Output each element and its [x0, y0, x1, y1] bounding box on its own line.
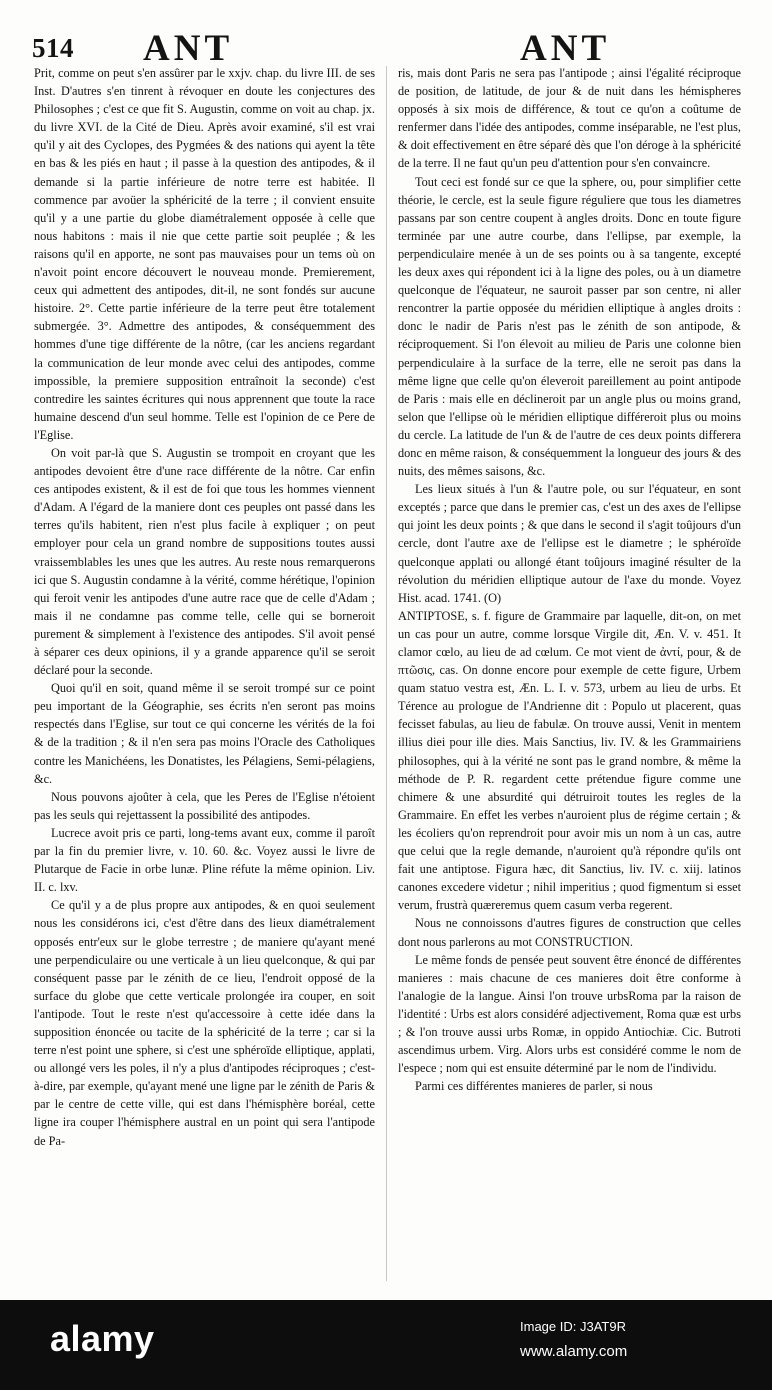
paragraph: ris, mais dont Paris ne sera pas l'antipode ; ainsi l'égalité réciproque de position, de latitude, de jour & de nuit dans les hémispheres opposés à six mois de différence, & tout ce qu'on a coûtume de renfermer dans l'idée des antipodes, comme inséparable, ne l'est plus, & doit effectivement en être séparé dès que l'on déroge à la sphéricité de la terre. Il ne faut qu'un peu d'attention pour s'en convaincre. [398, 66, 741, 171]
paragraph: Lucrece avoit pris ce parti, long-tems avant eux, comme il paroît par la fin du premier livre, v. 10. 60. &c. Voyez aussi le livre de Plutarque de Facie in orbe lunæ. Pline réfute la même opinion. Liv. II. c. lxv. [34, 825, 375, 895]
paragraph: Les lieux situés à l'un & l'autre pole, ou sur l'équateur, en sont exceptés ; parce que dans le premier cas, c'est un des axes de l'ellipse qui joint les deux points ; & que dans le second il s'agit toûjours d'un cercle, dont l'autre axe de l'ellipse est le diametre ; le sphéroïde quelconque applati ou allongé étant toûjours imaginé résulter de la révolution du méridien elliptique autour de l'axe du monde. Voyez Hist. acad. 1741. (O) [398, 482, 741, 605]
paragraph: Quoi qu'il en soit, quand même il se seroit trompé sur ce point peu important de la Géographie, ses écrits n'en seront pas moins respectés dans l'Eglise, sur tout ce qui concerne les vérités de la foi & de la tradition ; & il n'en sera pas moins l'Oracle des Catholiques contre les Manichéens, les Donatistes, les Pélagiens, Semi-pélagiens, &c. [34, 681, 375, 786]
column-divider [386, 66, 387, 1281]
paragraph: On voit par-là que S. Augustin se trompoit en croyant que les antipodes devoient être d'une race différente de la nôtre. Car enfin ces antipodes existent, & il est de foi que tous les hommes viennent d'Adam. A l'égard de la maniere dont ces peuples ont passé dans les terres qu'ils habitent, rien n'est plus facile à expliquer ; on peut employer pour cela un grand nombre de suppositions toutes aussi vraissemblables les unes que les autres. Au reste nous remarquerons ici que S. Augustin condamne à la vérité, comme hérétique, l'opinion qui feroit venir les antipodes d'une autre race que de celle d'Adam ; mais il ne condamne pas comme telle, celle qui se borneroit purement & simplement à l'existence des antipodes. S'il avoit pensé à séparer ces deux opinions, il y a grande apparence qu'il se seroit déclaré pour la seconde. [34, 445, 375, 678]
paragraph: Parmi ces différentes manieres de parler, si nous [415, 1079, 653, 1094]
entry-antiptose: ANTIPTOSE, s. f. figure de Grammaire par laquelle, dit-on, on met un cas pour un autre, comme lorsque Virgile dit, Æn. V. v. 451. It clamor cœlo, au lieu de ad cœlum. Ce mot vient de ἀντί, pour, & de πτῶσις, cas. On donne encore pour exemple de cette figure, Urbem quam statuo vestra est, Æn. L. I. v. 573, urbem au lieu de urbs. Et Térence au prologue de l'Andrienne dit : Populo ut placerent, quas fecisset fabulas, au lieu de fabulæ. On trouve aussi, Venit in mentem illius diei pour ille dies. Mais Sanctius, liv. IV. & les Grammairiens philosophes, qui à la vérité ne sont pas le grand nombre, & même la méthode de P. R. regardent cette prétendue figure comme une chimere & une absurdité qui détruiroit toutes les regles de la Grammaire. En effet les verbes n'auroient plus de régime certain ; & les écoliers qu'on reprendroit pour avoir mis un nom à un cas, autre que celui que la regle demande, n'auroient qu'à répondre qu'ils ont fait une antiptose. Figura hæc, dit Sanctius, liv. IV. c. xiij. latinos canones excedere videtur ; nihil imperitius ; quod figmentum si esset verum, frustrà quæreremus quem casum verba regerent. [398, 608, 741, 913]
paragraph: Nous pouvons ajoûter à cela, que les Peres de l'Eglise n'étoient pas les seuls qui rejettassent la possibilité des antipodes. [34, 789, 375, 822]
brand-logo: alamy [50, 1318, 155, 1359]
site-url: www.alamy.com [520, 1343, 628, 1360]
running-head-right: ANT [520, 28, 611, 69]
page-number: 514 [32, 33, 74, 63]
watermark-band [0, 1300, 772, 1390]
paragraph: Nous ne connoissons d'autres figures de construction que celles dont nous parlerons au mot CONSTRUCTION. [398, 916, 741, 949]
running-head-left: ANT [143, 28, 234, 69]
left-column [34, 64, 375, 1286]
right-column [398, 64, 741, 1286]
image-id: Image ID: J3AT9R [520, 1319, 626, 1334]
paragraph: Le même fonds de pensée peut souvent être énoncé de différentes manieres : mais chacune de ces manieres doit être conforme à l'analogie de la langue. Ainsi l'on trouve urbsRoma par la raison de l'identité : Urbs est alors considéré adjectivement, Roma quæ est urbs ; & l'on trouve aussi urbs Romæ, in oppido Antiochiæ. Cic. Butroti ascendimus urbem. Virg. Alors urbs est considéré comme le nom de l'espece ; nom qui est ensuite déterminé par le nom de l'individu. [398, 952, 741, 1076]
paragraph: Tout ceci est fondé sur ce que la sphere, ou, pour simplifier cette théorie, le cercle, est la seule figure réguliere que tous les diametres passans par son centre coupent à angles droits. Donc en toute figure terminée par une autre courbe, dans l'ellipse, par exemple, la perpendiculaire menée à un de ses points ou à sa tangente, excepté les deux axes qui répondent ici à la ligne des poles, ou à un diametre quelconque de l'équateur, ne sauroit passer par son centre, ni aller rencontrer la partie opposée du méridien elliptique à angles droits : donc le nadir de Paris n'est pas le zénith de son antipode, & réciproquement. Si l'on élevoit au milieu de Paris une colonne bien perpendiculaire à la surface de la terre, elle ne seroit pas dans la même ligne que celle qu'on éleveroit pareillement au point antipode de Paris : mais elle en déclineroit par un angle plus ou moins grand, selon que l'ellipse où le méridien elliptique différeroit plus ou moins du cercle. La latitude de l'un & de l'autre de ces deux points differera donc en même raison, & conséquemment la longueur des jours & des nuits, des mêmes saisons, &c. [398, 174, 741, 479]
paragraph: Prit, comme on peut s'en assûrer par le xxjv. chap. du livre III. de ses Inst. D'autres s'en tinrent à révoquer en doute les conjectures des Philosophes ; c'est ce que fit S. Augustin, comme on voit au chap. jx. du livre XVI. de la Cité de Dieu. Après avoir examiné, s'il est vrai qu'il y ait des Cyclopes, des Pygmées & des nations qui ayent la tête en bas & les piés en haut ; il passe à la question des antipodes, & il demande si la partie inférieure de notre terre est habitée. Il commence par avoüer la sphéricité de la terre ; il convient ensuite qu'il y a une partie du globe diamétralement opposée à celle que nous habitons : mais il nie que cette partie soit peuplée ; & les raisons qu'il en apporte, ne sont pas mauvaises pour un tems où on n'avoit point encore découvert le nouveau monde. Premierement, ceux qui admettent des antipodes, dit-il, ne sont fondés sur aucune histoire. 2°. Cette partie inférieure de la terre peut être totalement submergée. 3°. Admettre des antipodes, & conséquemment des hommes d'une tige différente de la nôtre, (car les anciens regardant la communication de leur monde avec celui des antipodes, comme impossible, la premiere supposition entraînoit la seconde) c'est contredire les saintes écritures qui nous apprennent que toute la race humaine descend d'un seul homme. Telle est l'opinion de ce Pere de l'Eglise. [34, 66, 375, 442]
paragraph: Ce qu'il y a de plus propre aux antipodes, & en quoi seulement nous les considérons ici, c'est d'être dans des lieux diamétralement opposés entr'eux sur le globe terrestre ; de maniere qu'ayant mené une perpendiculaire ou une verticale à un lieu quelconque, & qui par conséquent passe par le zénith de ce lieu, l'endroit opposé de la surface du globe que cette verticale prolongée ira couper, en soit l'antipode. Tout le reste n'est qu'accessoire à cette idée dans la supposition énoncée ou tacite de la sphéricité de la terre ; car si la terre n'est point une sphere, si c'est une sphéroïde elliptique, applati, ou allongé vers les poles, il n'y a plus d'antipodes réciproques ; c'est-à-dire, par exemple, qu'ayant mené une ligne par le zénith de Paris & par le centre de cette ville, qui est dans l'hémisphère boréal, cette ligne ira couper l'hémisphere austral en un point qui sera l'antipode de Pa- [34, 898, 375, 1148]
